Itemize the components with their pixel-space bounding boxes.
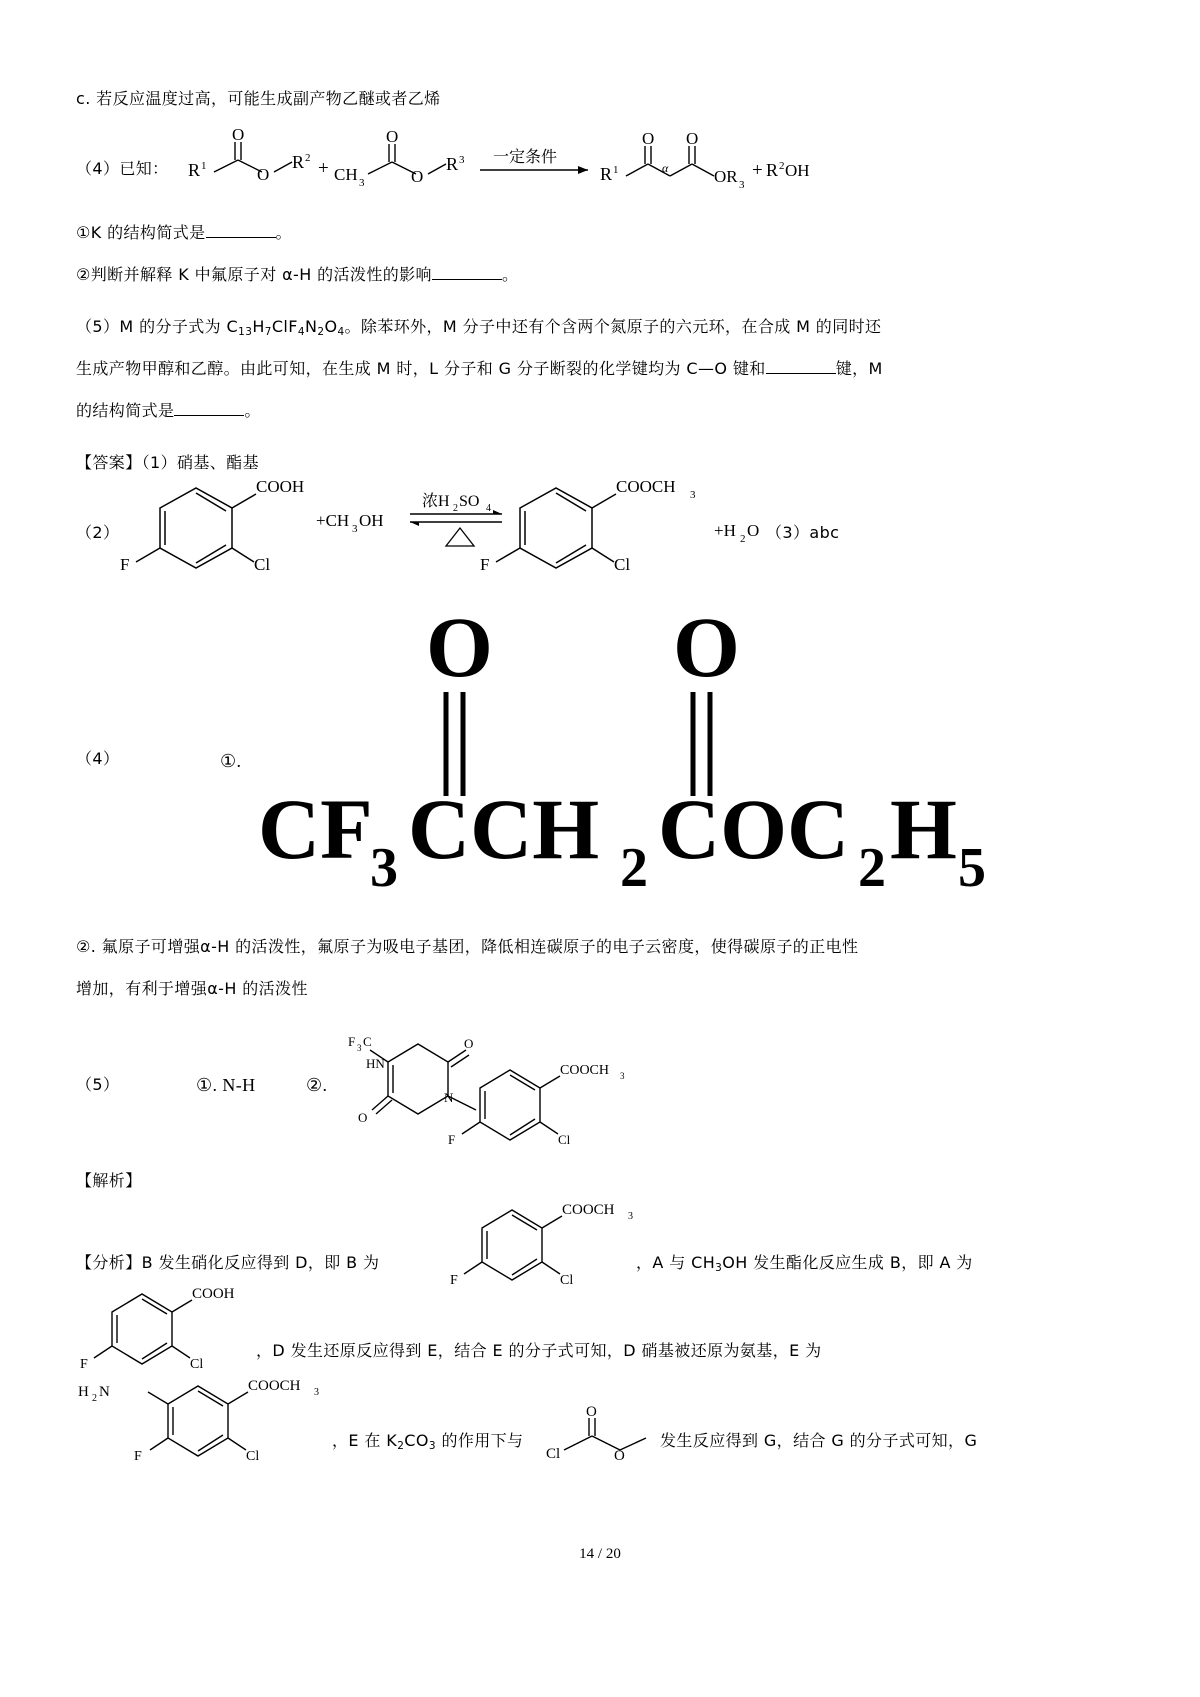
- line-answer-5-1: ①. N-H: [196, 1075, 256, 1095]
- svg-text:4: 4: [486, 503, 491, 514]
- svg-text:O: O: [686, 129, 699, 148]
- svg-text:一定条件: 一定条件: [493, 149, 558, 166]
- q5-a1: （5）M 的分子式为 C: [76, 317, 239, 336]
- svg-text:COOH: COOH: [256, 477, 305, 496]
- svg-text:SO: SO: [459, 493, 480, 510]
- svg-text:3: 3: [352, 523, 358, 535]
- svg-text:2: 2: [305, 152, 311, 164]
- blank-3: [766, 359, 836, 374]
- svg-text:2: 2: [92, 1393, 97, 1404]
- fenxi-b-text: ，A 与 CH: [636, 1253, 716, 1272]
- svg-text:R: R: [188, 160, 201, 180]
- svg-text:α: α: [662, 161, 669, 175]
- svg-text:COOCH: COOCH: [248, 1378, 301, 1394]
- svg-text:N: N: [444, 1090, 454, 1105]
- svg-text:R: R: [446, 154, 459, 174]
- line-answer-4-2-a: ②. 氟原子可增强α-H 的活泼性，氟原子为吸电子基团，降低相连碳原子的电子云密度，使得碳原子的正电性: [76, 937, 859, 956]
- svg-text:O: O: [614, 1448, 625, 1464]
- fenxi-b-sub: 3: [715, 1262, 723, 1274]
- page-number: 14 / 20: [579, 1546, 621, 1562]
- svg-text:F: F: [480, 555, 490, 574]
- svg-text:Cl: Cl: [546, 1446, 561, 1462]
- svg-text:COOH: COOH: [192, 1286, 235, 1302]
- svg-text:F: F: [134, 1449, 142, 1464]
- svg-text:CF: CF: [258, 781, 373, 877]
- svg-text:O: O: [232, 125, 245, 144]
- fenxi-d-text: ，E 在 K: [332, 1431, 398, 1450]
- line-q4-1: [76, 220, 292, 246]
- svg-text:O: O: [673, 599, 740, 695]
- line-fenxi-c: ，D 发生还原反应得到 E，结合 E 的分子式可知，D 硝基被还原为氨基，E 为: [256, 1341, 822, 1360]
- svg-text:O: O: [386, 127, 399, 146]
- svg-text:F: F: [448, 1132, 456, 1147]
- q5-a4: N: [304, 317, 318, 336]
- svg-text:+CH: +CH: [316, 511, 350, 530]
- q5-a3: ClF: [271, 317, 298, 336]
- line-answer-5-label: （5）: [76, 1075, 120, 1094]
- svg-text:C: C: [363, 1034, 372, 1049]
- line-q5-b: [76, 356, 883, 382]
- fenxi-d-mid: CO: [404, 1431, 429, 1450]
- q5-sub-4b: 4: [337, 326, 345, 338]
- svg-text:COOCH: COOCH: [616, 477, 676, 496]
- structure-b-ester: [440, 1198, 660, 1308]
- svg-text:+: +: [752, 160, 763, 181]
- svg-text:O: O: [426, 599, 493, 695]
- blank-1: [206, 223, 276, 238]
- svg-text:F: F: [348, 1034, 356, 1049]
- q5-sub-7: 7: [264, 326, 272, 338]
- svg-text:R: R: [292, 152, 305, 172]
- q5-b-end: 键，M: [835, 359, 883, 378]
- structure-chloroformate: [540, 1396, 670, 1476]
- svg-text:O: O: [747, 521, 760, 540]
- svg-text:F: F: [120, 555, 130, 574]
- line-q4-2: [76, 262, 518, 288]
- svg-text:Cl: Cl: [560, 1273, 574, 1288]
- q5-sub-4: 4: [297, 326, 305, 338]
- svg-text:3: 3: [628, 1211, 633, 1222]
- svg-text:3: 3: [690, 489, 696, 501]
- fenxi-d-sub: 2: [397, 1440, 405, 1452]
- svg-text:H: H: [890, 781, 957, 877]
- structure-k-big: [258, 596, 1028, 899]
- q5-a5: O: [324, 317, 338, 336]
- fenxi-b-end: OH 发生酯化反应生成 B，即 A 为: [722, 1253, 973, 1272]
- svg-text:Cl: Cl: [190, 1357, 204, 1372]
- svg-text:F: F: [450, 1273, 458, 1288]
- blank-4: [174, 401, 244, 416]
- q4-2-end: 。: [501, 265, 519, 284]
- svg-text:O: O: [642, 129, 655, 148]
- svg-text:R: R: [766, 160, 779, 180]
- line-fenxi-b: [636, 1250, 973, 1281]
- reaction-scheme-known: [188, 125, 810, 198]
- svg-text:3: 3: [620, 1071, 625, 1081]
- svg-text:H: H: [78, 1384, 89, 1400]
- svg-text:O: O: [586, 1404, 597, 1420]
- line-fenxi-a: 【分析】B 发生硝化反应得到 D，即 B 为: [76, 1253, 380, 1272]
- line-q4-known: （4）已知：: [76, 159, 169, 178]
- line-q5-a: [76, 314, 881, 345]
- svg-text:COOCH: COOCH: [560, 1063, 610, 1078]
- q5-a2: H: [252, 317, 265, 336]
- q5-b-text: 生成产物甲醇和乙醇。由此可知，在生成 M 时，L 分子和 G 分子断裂的化学键均为 C—O 键和: [76, 359, 766, 378]
- q4-1-text: ①K 的结构简式是: [76, 223, 206, 242]
- svg-text:+H: +H: [714, 521, 736, 540]
- svg-text:2: 2: [453, 503, 458, 514]
- line-jiexi: 【解析】: [76, 1171, 142, 1190]
- line-answer-1: 【答案】（1）硝基、酯基: [76, 453, 259, 472]
- line-fenxi-d: [332, 1428, 523, 1459]
- q5-sub-2: 2: [317, 326, 325, 338]
- svg-text:COC: COC: [658, 781, 850, 877]
- line-q5-c: [76, 398, 261, 424]
- svg-text:3: 3: [359, 177, 365, 189]
- line-answer-3: （3）abc: [766, 523, 840, 542]
- svg-text:O: O: [464, 1036, 474, 1051]
- svg-text:OH: OH: [785, 161, 810, 180]
- svg-text:F: F: [80, 1357, 88, 1372]
- svg-text:3: 3: [314, 1387, 319, 1398]
- svg-text:3: 3: [459, 154, 465, 166]
- svg-text:3: 3: [370, 837, 398, 899]
- svg-text:O: O: [257, 165, 270, 184]
- svg-text:2: 2: [858, 837, 886, 899]
- svg-text:浓H: 浓H: [422, 493, 450, 510]
- svg-text:2: 2: [620, 837, 648, 899]
- svg-text:Cl: Cl: [614, 555, 631, 574]
- line-answer-4-2-b: 增加，有利于增强α-H 的活泼性: [76, 979, 308, 998]
- svg-text:CCH: CCH: [408, 781, 600, 877]
- svg-text:R: R: [600, 164, 613, 184]
- svg-text:HN: HN: [366, 1056, 385, 1071]
- svg-text:OR: OR: [714, 167, 738, 186]
- q4-2-text: ②判断并解释 K 中氟原子对 α-H 的活泼性的影响: [76, 265, 432, 284]
- fenxi-d-sub2: 3: [428, 1440, 436, 1452]
- svg-text:OH: OH: [359, 511, 384, 530]
- structure-e-aniline: [70, 1368, 360, 1488]
- line-answer-5-2: ②.: [306, 1075, 328, 1095]
- q5-c-end: 。: [244, 401, 261, 420]
- line-answer-4-num: ①.: [220, 751, 242, 771]
- structure-m-pyrimidine: [348, 1022, 668, 1162]
- svg-text:1: 1: [613, 164, 619, 176]
- line-fenxi-e: 发生反应得到 G，结合 G 的分子式可知，G: [660, 1431, 978, 1450]
- svg-text:2: 2: [779, 160, 785, 172]
- line-answer-4-label: （4）: [76, 749, 120, 768]
- svg-text:COOCH: COOCH: [562, 1202, 615, 1218]
- svg-text:2: 2: [740, 533, 746, 545]
- blank-2: [432, 265, 502, 280]
- svg-text:3: 3: [739, 179, 745, 191]
- svg-text:+: +: [318, 158, 329, 179]
- fenxi-d-end: 的作用下与: [435, 1431, 524, 1450]
- q4-1-end: 。: [275, 223, 292, 242]
- svg-text:Cl: Cl: [558, 1132, 571, 1147]
- answer-2-equation: [120, 478, 860, 588]
- svg-text:Cl: Cl: [254, 555, 271, 574]
- svg-text:N: N: [99, 1384, 110, 1400]
- line-c-item: c. 若反应温度过高，可能生成副产物乙醚或者乙烯: [76, 89, 441, 108]
- svg-text:1: 1: [201, 160, 207, 172]
- svg-text:O: O: [358, 1110, 368, 1125]
- svg-text:3: 3: [357, 1043, 362, 1053]
- q5-sub-13: 13: [238, 326, 253, 338]
- q5-c-text: 的结构简式是: [76, 401, 175, 420]
- line-answer-2-label: （2）: [76, 523, 120, 542]
- svg-text:Cl: Cl: [246, 1449, 260, 1464]
- q5-a6: 。除苯环外，M 分子中还有个含两个氮原子的六元环，在合成 M 的同时还: [344, 317, 882, 336]
- svg-text:CH: CH: [334, 165, 358, 184]
- svg-text:5: 5: [958, 837, 986, 899]
- svg-text:O: O: [411, 167, 424, 186]
